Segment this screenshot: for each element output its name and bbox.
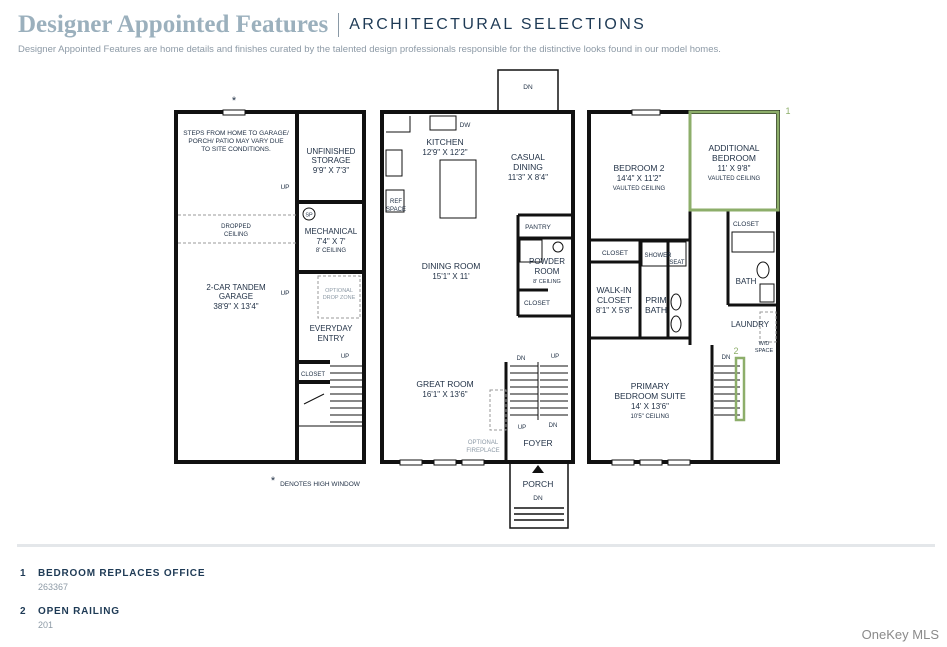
porch-label: PORCH [522, 479, 554, 489]
option-title: OPEN RAILING [38, 606, 120, 617]
page-title: Designer Appointed Features [18, 11, 329, 38]
additional-bedroom-2: BEDROOM [712, 153, 756, 163]
page-description: Designer Appointed Features are home details and finishes curated by the talented design professionals responsible for the distinctive looks found in our model homes. [18, 44, 721, 55]
garage-note-line-2: PORCH/ PATIO MAY VARY DUE [188, 138, 284, 145]
mechanical-ceiling: 8' CEILING [315, 248, 347, 254]
foyer-label: FOYER [523, 438, 553, 448]
main-window-marks [400, 460, 484, 465]
kitchen-label: KITCHEN [426, 137, 464, 147]
main-stairs [510, 362, 568, 420]
casual-dining-size: 11'3" X 8'4" [507, 173, 549, 182]
pantry-label: PANTRY [525, 224, 551, 231]
everyday-entry-2: ENTRY [317, 334, 345, 343]
shower-label: SHOWER [644, 253, 672, 259]
callout-1: 1 [785, 106, 791, 116]
casual-dining-2: DINING [513, 162, 543, 172]
bedroom2-label: BEDROOM 2 [613, 163, 665, 173]
garage-up-label-1: UP [280, 184, 290, 191]
footnote-star: * [270, 475, 276, 487]
upper-closet-1: CLOSET [732, 221, 760, 228]
storage-label-2: STORAGE [311, 156, 351, 165]
garage-up-label-3: UP [340, 354, 350, 360]
mechanical-size: 7'4" X 7' [316, 237, 346, 246]
section-divider [17, 544, 935, 547]
fireplace-2: FIREPLACE [466, 448, 500, 454]
primary-suite-size: 14' X 13'6" [631, 402, 669, 411]
prim-bath-1: PRIM [645, 295, 667, 305]
page-subtitle: ARCHITECTURAL SELECTIONS [349, 16, 647, 33]
drop-zone-2: DROP ZONE [322, 295, 356, 301]
dropped-ceiling-2: CEILING [223, 232, 249, 238]
dining-room-size: 15'1" X 11' [432, 272, 470, 281]
option-title: BEDROOM REPLACES OFFICE [38, 568, 206, 579]
option-number: 2 [20, 606, 26, 617]
ref-space-2: SPACE [386, 207, 406, 213]
main-up-1: UP [550, 354, 560, 360]
watermark: OneKey MLS [861, 627, 939, 642]
footnote-text: DENOTES HIGH WINDOW [280, 481, 360, 488]
walk-in-closet-1: WALK-IN [596, 285, 632, 295]
additional-bedroom-1: ADDITIONAL [708, 143, 760, 153]
garage-note-line-3: TO SITE CONDITIONS. [201, 146, 271, 153]
garage-name: 2-CAR TANDEM [206, 283, 266, 292]
upper-dn: DN [721, 355, 731, 361]
upper-closet-2: CLOSET [601, 250, 629, 257]
garage-up-label-2: UP [280, 290, 290, 297]
dropped-ceiling-1: DROPPED [221, 224, 251, 230]
mechanical-label: MECHANICAL [304, 227, 358, 236]
primary-suite-1: PRIMARY [630, 381, 670, 391]
dining-room-label: DINING ROOM [421, 261, 481, 271]
great-room-label: GREAT ROOM [416, 379, 474, 389]
walk-in-closet-size: 8'1" X 5'8" [595, 306, 633, 315]
sp-label: SP [305, 212, 313, 219]
balcony [498, 70, 558, 112]
main-dn-1: DN [516, 356, 526, 362]
main-level-walls [382, 112, 573, 462]
walk-in-closet-2: CLOSET [596, 295, 632, 305]
powder-ceiling: 8' CEILING [533, 279, 561, 285]
dw-label: DW [459, 122, 471, 129]
primary-suite-2: BEDROOM SUITE [614, 391, 686, 401]
option-number: 1 [20, 568, 26, 579]
main-closet-label: CLOSET [523, 300, 551, 307]
storage-label: UNFINISHED [306, 147, 356, 156]
ref-space-1: REF [390, 199, 402, 205]
main-up-2: UP [517, 425, 527, 431]
main-level-labels [386, 84, 565, 502]
laundry-label: LAUNDRY [730, 320, 770, 329]
balcony-dn: DN [523, 84, 533, 91]
entry-arrow-icon [532, 465, 544, 473]
primary-suite-ceiling: 10'5" CEILING [630, 414, 670, 420]
kitchen-size: 12'9" X 12'2" [422, 148, 468, 157]
bath-label: BATH [735, 277, 757, 286]
wd-space-1: W/D [758, 341, 770, 347]
additional-bedroom-size: 11' X 9'8" [717, 164, 751, 173]
garage-circle-sp [303, 208, 315, 220]
garage-closet-label: CLOSET [300, 372, 326, 378]
garage-window-marks [223, 110, 245, 115]
option-code: 201 [38, 620, 54, 630]
garage-level-labels [183, 95, 361, 488]
storage-size: 9'9" X 7'3" [312, 166, 350, 175]
fireplace-1: OPTIONAL [467, 440, 499, 446]
main-level-inner [506, 215, 573, 462]
prim-bath-2: BATH [644, 305, 668, 315]
seat-label: SEAT [669, 260, 685, 266]
garage-size: 38'9" X 13'4" [213, 302, 259, 311]
additional-bedroom-ceiling: VAULTED CEILING [707, 176, 761, 182]
porch-dn: DN [533, 495, 543, 502]
powder-room-1: POWDER [529, 257, 565, 266]
bedroom2-size: 14'4" X 11'2" [616, 174, 662, 183]
callout-2: 2 [733, 346, 739, 356]
drop-zone-1: OPTIONAL [325, 288, 353, 294]
garage-note-line-1: STEPS FROM HOME TO GARAGE/ [183, 130, 289, 137]
option-code: 263367 [38, 582, 69, 592]
powder-room-2: ROOM [534, 267, 560, 276]
bedroom2-ceiling: VAULTED CEILING [612, 186, 666, 192]
high-window-mark: * [231, 95, 237, 107]
garage-name-2: GARAGE [218, 292, 254, 301]
casual-dining-1: CASUAL [510, 152, 546, 162]
wd-space-2: SPACE [754, 348, 774, 354]
everyday-entry-1: EVERYDAY [309, 324, 353, 333]
main-dn-2: DN [548, 423, 558, 429]
great-room-size: 16'1" X 13'6" [422, 390, 468, 399]
